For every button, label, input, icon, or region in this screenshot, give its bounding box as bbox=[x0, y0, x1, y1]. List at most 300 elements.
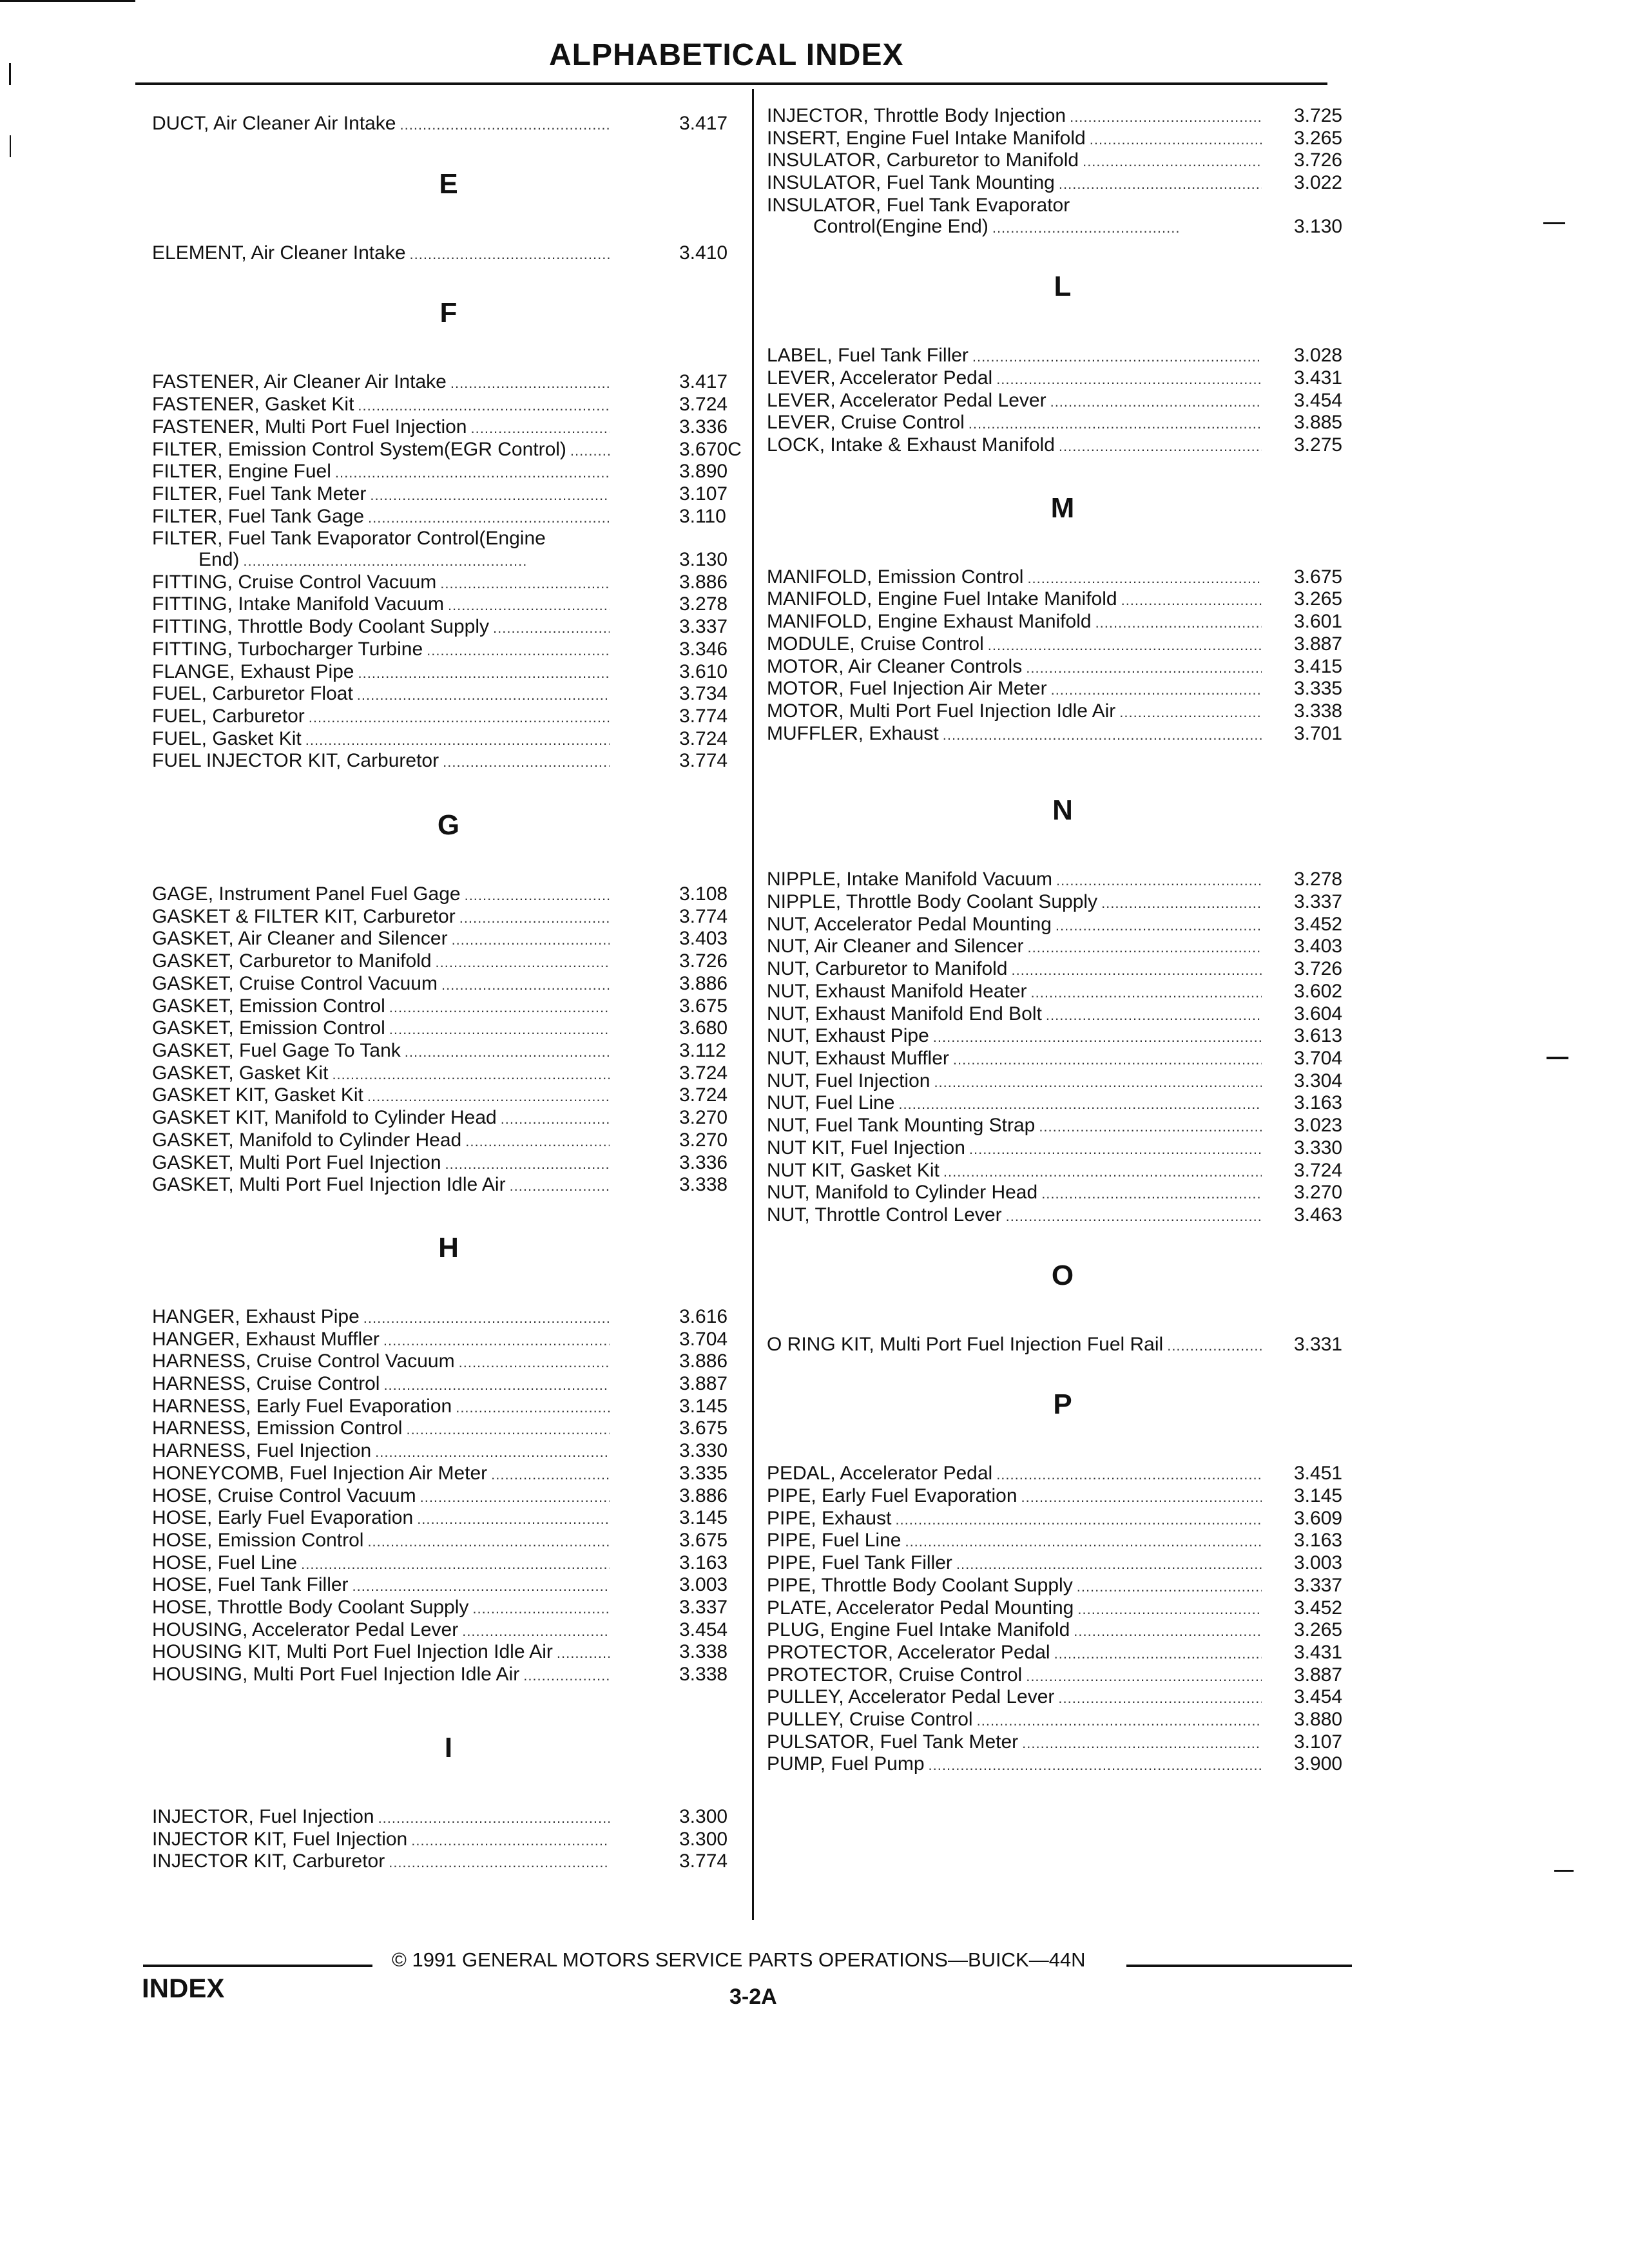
section-letter: G bbox=[437, 809, 460, 841]
dot-leader bbox=[1006, 1206, 1262, 1227]
dot-leader bbox=[1083, 151, 1262, 173]
entry-reference: 3.338 bbox=[679, 1174, 728, 1196]
entry-name: FASTENER, Multi Port Fuel Injection bbox=[152, 416, 467, 437]
entry-line-1 bbox=[152, 528, 546, 550]
dot-leader bbox=[972, 347, 1262, 368]
entry-reference: 3.601 bbox=[1294, 611, 1343, 633]
index-entry bbox=[152, 1374, 745, 1396]
entry-name: FLANGE, Exhaust Pipe bbox=[152, 660, 354, 682]
entry-name: HARNESS, Cruise Control Vacuum bbox=[152, 1350, 455, 1372]
dot-leader bbox=[471, 418, 610, 439]
dot-leader bbox=[1026, 1666, 1262, 1687]
scan-mark-right-1 bbox=[1543, 222, 1565, 224]
index-entry bbox=[767, 724, 1358, 746]
dot-leader bbox=[1058, 1688, 1262, 1709]
entry-name: INSULATOR, Fuel Tank Evaporator bbox=[767, 194, 1070, 216]
index-entry bbox=[152, 996, 745, 1019]
section-letter: L bbox=[1054, 271, 1072, 303]
entry-reference: 3.300 bbox=[679, 1805, 728, 1827]
index-entry bbox=[152, 951, 745, 974]
entry-name: PIPE, Exhaust bbox=[767, 1507, 892, 1529]
index-entry bbox=[152, 528, 745, 572]
entry-reference: 3.454 bbox=[1294, 389, 1343, 411]
entry-name: GASKET, Emission Control bbox=[152, 1017, 385, 1039]
entry-reference: 3.463 bbox=[1294, 1204, 1343, 1225]
entry-name: GASKET, Air Cleaner and Silencer bbox=[152, 928, 448, 950]
entry-name: FUEL, Gasket Kit bbox=[152, 727, 302, 749]
entry-reference: 3.410 bbox=[679, 242, 728, 264]
index-entry bbox=[152, 1063, 745, 1086]
entry-reference: 3.163 bbox=[679, 1552, 728, 1573]
entry-reference: 3.145 bbox=[679, 1507, 728, 1529]
entry-name: HANGER, Exhaust Pipe bbox=[152, 1305, 360, 1327]
dot-leader bbox=[905, 1532, 1262, 1553]
entry-name: HOSE, Early Fuel Evaporation bbox=[152, 1507, 414, 1529]
entry-name: FILTER, Fuel Tank Meter bbox=[152, 483, 367, 505]
entry-reference: 3.454 bbox=[1294, 1686, 1343, 1708]
scan-mark-left-2 bbox=[10, 135, 11, 157]
entry-reference: 3.336 bbox=[679, 1151, 728, 1173]
entry-name: FILTER, Fuel Tank Evaporator Control(Engine bbox=[152, 528, 546, 550]
entry-reference: 3.337 bbox=[679, 616, 728, 638]
entry-reference: 3.335 bbox=[679, 1462, 728, 1484]
entry-name: GASKET KIT, Manifold to Cylinder Head bbox=[152, 1107, 497, 1129]
index-section bbox=[767, 106, 1358, 238]
index-entry bbox=[767, 345, 1358, 368]
entry-name: GASKET, Multi Port Fuel Injection Idle Air bbox=[152, 1174, 506, 1196]
entry-reference: 3.145 bbox=[679, 1395, 728, 1417]
dot-leader bbox=[389, 997, 610, 1019]
entry-name: MODULE, Cruise Control bbox=[767, 633, 984, 655]
entry-reference: 3.701 bbox=[1294, 722, 1343, 744]
entry-reference: 3.724 bbox=[679, 1084, 728, 1106]
entry-reference: 3.417 bbox=[679, 371, 728, 393]
index-entry bbox=[767, 1530, 1358, 1553]
dot-leader bbox=[417, 1509, 610, 1530]
entry-name: MANIFOLD, Engine Exhaust Manifold bbox=[767, 611, 1092, 633]
entry-reference: 3.886 bbox=[679, 972, 728, 994]
entry-name: NUT, Fuel Tank Mounting Strap bbox=[767, 1115, 1036, 1137]
entry-name: FILTER, Emission Control System(EGR Control) bbox=[152, 438, 566, 460]
entry-reference: 3.890 bbox=[679, 461, 728, 483]
entry-name: PLATE, Accelerator Pedal Mounting bbox=[767, 1597, 1074, 1619]
index-entry bbox=[767, 1334, 1358, 1357]
dot-leader bbox=[501, 1109, 610, 1130]
entry-name: PIPE, Fuel Line bbox=[767, 1530, 901, 1552]
entry-reference: 3.704 bbox=[1294, 1047, 1343, 1069]
index-entry bbox=[767, 435, 1358, 457]
index-entry bbox=[152, 1620, 745, 1642]
index-entry bbox=[767, 1620, 1358, 1642]
index-section bbox=[152, 113, 745, 136]
dot-leader bbox=[953, 1050, 1262, 1071]
entry-line-2 bbox=[152, 550, 662, 572]
entry-reference: 3.774 bbox=[679, 1850, 728, 1872]
entry-name: GAGE, Instrument Panel Fuel Gage bbox=[152, 883, 461, 905]
entry-reference: 3.338 bbox=[679, 1664, 728, 1686]
index-entry bbox=[152, 372, 745, 394]
dot-leader bbox=[358, 396, 610, 417]
entry-name: FILTER, Fuel Tank Gage bbox=[152, 505, 365, 527]
index-entry bbox=[767, 1160, 1358, 1183]
index-entry bbox=[152, 684, 745, 706]
entry-reference: 3.613 bbox=[1294, 1025, 1343, 1047]
entry-name: MOTOR, Multi Port Fuel Injection Idle Air bbox=[767, 700, 1116, 722]
dot-leader bbox=[943, 1162, 1262, 1183]
entry-name: NUT, Exhaust Pipe bbox=[767, 1025, 929, 1047]
dot-leader bbox=[1119, 702, 1262, 724]
dot-leader bbox=[436, 952, 610, 974]
dot-leader bbox=[1059, 436, 1262, 457]
entry-name: GASKET & FILTER KIT, Carburetor bbox=[152, 905, 456, 927]
entry-reference: 3.675 bbox=[679, 1529, 728, 1551]
dot-leader bbox=[992, 218, 1181, 239]
section-letter: F bbox=[439, 297, 458, 329]
footer-rule-left bbox=[143, 1965, 372, 1967]
index-entry bbox=[767, 589, 1358, 611]
index-entry bbox=[767, 981, 1358, 1004]
entry-name: GASKET, Manifold to Cylinder Head bbox=[152, 1129, 462, 1151]
section-letter: P bbox=[1053, 1389, 1072, 1421]
index-entry bbox=[152, 1307, 745, 1329]
index-entry bbox=[152, 1041, 745, 1063]
dot-leader bbox=[933, 1027, 1262, 1048]
entry-name: FILTER, Engine Fuel bbox=[152, 461, 331, 483]
dot-leader bbox=[411, 1831, 610, 1852]
entry-name: GASKET, Fuel Gage To Tank bbox=[152, 1039, 401, 1061]
index-section bbox=[152, 1228, 745, 1687]
index-entry bbox=[767, 959, 1358, 981]
entry-reference: 3.431 bbox=[1294, 367, 1343, 389]
dot-leader bbox=[459, 908, 610, 929]
entry-name: HOUSING KIT, Multi Port Fuel Injection Idle Air bbox=[152, 1641, 553, 1663]
entry-name: INSULATOR, Fuel Tank Mounting bbox=[767, 172, 1055, 194]
index-section bbox=[152, 1728, 745, 1874]
entry-name: MANIFOLD, Engine Fuel Intake Manifold bbox=[767, 588, 1117, 610]
entry-name: HARNESS, Cruise Control bbox=[152, 1373, 380, 1395]
entry-reference: 3.724 bbox=[679, 727, 728, 749]
entry-reference: 3.337 bbox=[679, 1597, 728, 1619]
entry-name: LABEL, Fuel Tank Filler bbox=[767, 345, 969, 367]
dot-leader bbox=[523, 1666, 610, 1687]
index-entry bbox=[152, 639, 745, 662]
entry-reference: 3.278 bbox=[679, 593, 728, 615]
dot-leader bbox=[383, 1375, 610, 1396]
dot-leader bbox=[335, 463, 610, 484]
index-entry bbox=[767, 914, 1358, 937]
entry-name: LEVER, Accelerator Pedal bbox=[767, 367, 993, 389]
dot-leader bbox=[557, 1643, 610, 1664]
index-entry bbox=[152, 751, 745, 773]
entry-name: PIPE, Fuel Tank Filler bbox=[767, 1552, 952, 1574]
entry-name: HOUSING, Multi Port Fuel Injection Idle Air bbox=[152, 1664, 520, 1686]
dot-leader bbox=[1039, 1117, 1262, 1138]
dot-leader bbox=[895, 1510, 1262, 1531]
dot-leader bbox=[956, 1554, 1262, 1575]
scan-mark-right-2 bbox=[1547, 1057, 1568, 1059]
entry-reference: 3.331 bbox=[1294, 1333, 1343, 1355]
entry-name-continued: Control(Engine End) bbox=[813, 215, 988, 237]
entry-name: HONEYCOMB, Fuel Injection Air Meter bbox=[152, 1462, 488, 1484]
dot-leader bbox=[1022, 1733, 1262, 1754]
section-letter: O bbox=[1051, 1259, 1074, 1291]
entry-reference: 3.330 bbox=[1294, 1137, 1343, 1158]
footer-page-number: 3-2A bbox=[729, 1984, 777, 2009]
entry-reference: 3.726 bbox=[1294, 149, 1343, 171]
entry-reference: 3.880 bbox=[1294, 1709, 1343, 1731]
dot-leader bbox=[1090, 130, 1262, 151]
dot-leader bbox=[301, 1554, 610, 1575]
index-entry bbox=[152, 1153, 745, 1175]
entry-reference: 3.300 bbox=[679, 1828, 728, 1850]
index-entry bbox=[767, 1182, 1358, 1205]
entry-reference: 3.163 bbox=[1294, 1530, 1343, 1552]
index-entry bbox=[767, 567, 1358, 590]
entry-reference: 3.900 bbox=[1294, 1753, 1343, 1775]
index-entry bbox=[152, 394, 745, 417]
entry-reference: 3.887 bbox=[679, 1373, 728, 1395]
index-entry bbox=[767, 1138, 1358, 1160]
index-entry bbox=[767, 1598, 1358, 1620]
entry-reference: 3.680 bbox=[679, 1017, 728, 1039]
dot-leader bbox=[367, 1532, 610, 1553]
entry-name: FITTING, Cruise Control Vacuum bbox=[152, 571, 437, 593]
entry-name: DUCT, Air Cleaner Air Intake bbox=[152, 113, 396, 134]
index-entry bbox=[767, 412, 1358, 435]
dot-leader bbox=[1101, 893, 1262, 914]
index-entry bbox=[767, 195, 1358, 238]
index-section bbox=[152, 805, 745, 1197]
index-entry bbox=[767, 678, 1358, 701]
dot-leader bbox=[452, 930, 610, 951]
entry-name: GASKET KIT, Gasket Kit bbox=[152, 1084, 363, 1106]
index-entry bbox=[152, 1575, 745, 1597]
entry-name: INSERT, Engine Fuel Intake Manifold bbox=[767, 127, 1086, 149]
dot-leader bbox=[1050, 392, 1262, 413]
index-entry bbox=[767, 1004, 1358, 1026]
index-entry bbox=[767, 1553, 1358, 1575]
entry-name: INJECTOR, Fuel Injection bbox=[152, 1805, 374, 1827]
entry-reference: 3.885 bbox=[1294, 412, 1343, 434]
dot-leader bbox=[1070, 107, 1262, 128]
entry-reference: 3.163 bbox=[1294, 1092, 1343, 1114]
entry-reference: 3.023 bbox=[1294, 1115, 1343, 1137]
dot-leader bbox=[934, 1072, 1262, 1093]
index-section bbox=[767, 267, 1358, 457]
entry-reference: 3.346 bbox=[679, 638, 728, 660]
entry-name: NUT, Air Cleaner and Silencer bbox=[767, 936, 1024, 957]
dot-leader bbox=[389, 1019, 610, 1041]
dot-leader bbox=[389, 1852, 610, 1874]
dot-leader bbox=[332, 1064, 610, 1086]
entry-name: NUT, Exhaust Manifold End Bolt bbox=[767, 1003, 1042, 1024]
index-section bbox=[767, 488, 1358, 746]
entry-reference: 3.337 bbox=[1294, 1574, 1343, 1596]
entry-name: PROTECTOR, Cruise Control bbox=[767, 1664, 1023, 1686]
dot-leader bbox=[352, 1576, 610, 1597]
index-entry bbox=[152, 1418, 745, 1441]
index-entry bbox=[767, 936, 1358, 959]
entry-reference: 3.003 bbox=[1294, 1552, 1343, 1574]
dot-leader bbox=[465, 885, 610, 907]
entry-reference: 3.604 bbox=[1294, 1003, 1343, 1024]
index-entry bbox=[152, 1085, 745, 1108]
entry-reference: 3.451 bbox=[1294, 1463, 1343, 1485]
entry-reference: 3.270 bbox=[679, 1107, 728, 1129]
index-entry bbox=[767, 701, 1358, 724]
entry-name: NUT, Accelerator Pedal Mounting bbox=[767, 913, 1052, 935]
index-entry bbox=[152, 1463, 745, 1486]
dot-leader bbox=[1051, 680, 1262, 701]
dot-leader bbox=[996, 1465, 1262, 1486]
entry-reference: 3.724 bbox=[679, 1062, 728, 1084]
entry-reference: 3.452 bbox=[1294, 913, 1343, 935]
page-title: ALPHABETICAL INDEX bbox=[549, 38, 904, 72]
section-letter: I bbox=[444, 1731, 453, 1763]
dot-leader bbox=[400, 115, 610, 136]
index-entry bbox=[767, 1071, 1358, 1093]
entry-name: NUT, Throttle Control Lever bbox=[767, 1204, 1002, 1225]
entry-name: PIPE, Early Fuel Evaporation bbox=[767, 1485, 1017, 1507]
entry-name: PULLEY, Cruise Control bbox=[767, 1709, 973, 1731]
dot-leader bbox=[1095, 613, 1262, 634]
entry-reference: 3.107 bbox=[1294, 1731, 1343, 1753]
entry-reference: 3.110 bbox=[679, 505, 726, 527]
dot-leader bbox=[358, 663, 610, 684]
dot-leader bbox=[1026, 658, 1262, 679]
dot-leader bbox=[448, 595, 610, 617]
left-column bbox=[152, 113, 745, 1874]
dot-leader bbox=[1056, 870, 1262, 892]
entry-name: PIPE, Throttle Body Coolant Supply bbox=[767, 1574, 1073, 1596]
entry-name: NUT, Carburetor to Manifold bbox=[767, 958, 1008, 980]
index-section bbox=[767, 1385, 1358, 1776]
index-entry bbox=[152, 974, 745, 996]
entry-reference: 3.338 bbox=[1294, 700, 1343, 722]
dot-leader bbox=[491, 1465, 610, 1486]
dot-leader bbox=[375, 1442, 610, 1463]
index-section bbox=[152, 164, 745, 265]
entry-reference: 3.108 bbox=[679, 883, 728, 905]
entry-name: ELEMENT, Air Cleaner Intake bbox=[152, 242, 406, 264]
index-entry bbox=[152, 1396, 745, 1419]
dot-leader bbox=[988, 635, 1262, 657]
entry-name: PUMP, Fuel Pump bbox=[767, 1753, 925, 1775]
entry-name: INJECTOR, Throttle Body Injection bbox=[767, 105, 1066, 126]
entry-name: HOSE, Throttle Body Coolant Supply bbox=[152, 1597, 469, 1619]
entry-reference: 3.454 bbox=[679, 1619, 728, 1640]
entry-name: LEVER, Accelerator Pedal Lever bbox=[767, 389, 1046, 411]
dot-leader bbox=[1077, 1577, 1262, 1598]
dot-leader bbox=[1028, 937, 1262, 959]
entry-name: NIPPLE, Intake Manifold Vacuum bbox=[767, 869, 1052, 890]
dot-leader bbox=[1041, 1184, 1262, 1205]
index-entry bbox=[152, 1664, 745, 1687]
dot-leader bbox=[1059, 174, 1262, 195]
index-entry bbox=[152, 1130, 745, 1153]
entry-name: GASKET, Emission Control bbox=[152, 995, 385, 1017]
entry-reference: 3.431 bbox=[1294, 1641, 1343, 1663]
entry-reference: 3.330 bbox=[679, 1440, 728, 1462]
entry-name: NUT KIT, Fuel Injection bbox=[767, 1137, 965, 1158]
index-entry bbox=[767, 1508, 1358, 1531]
index-entry bbox=[152, 1530, 745, 1553]
entry-reference: 3.724 bbox=[679, 394, 728, 416]
index-entry bbox=[767, 173, 1358, 195]
section-letter: E bbox=[439, 168, 458, 200]
footer-rule-right bbox=[1126, 1965, 1352, 1967]
entry-reference: 3.265 bbox=[1294, 1619, 1343, 1641]
index-entry bbox=[767, 1575, 1358, 1598]
entry-reference: 3.265 bbox=[1294, 588, 1343, 610]
scan-mark-left-1 bbox=[9, 63, 11, 85]
index-entry bbox=[152, 1508, 745, 1530]
entry-reference: 3.675 bbox=[679, 1418, 728, 1439]
index-entry bbox=[152, 484, 745, 506]
index-entry bbox=[767, 1026, 1358, 1048]
entry-reference: 3.403 bbox=[679, 928, 728, 950]
footer-copyright: © 1991 GENERAL MOTORS SERVICE PARTS OPERATIONS—BUICK—44N bbox=[392, 1948, 1086, 1971]
entry-reference: 3.670C bbox=[679, 438, 742, 460]
index-entry bbox=[767, 106, 1358, 128]
entry-reference: 3.602 bbox=[1294, 980, 1343, 1002]
index-entry bbox=[152, 1597, 745, 1620]
index-entry bbox=[152, 461, 745, 484]
index-entry bbox=[152, 1329, 745, 1352]
entry-name: FITTING, Throttle Body Coolant Supply bbox=[152, 616, 489, 638]
index-entry bbox=[152, 706, 745, 729]
entry-name: LOCK, Intake & Exhaust Manifold bbox=[767, 434, 1055, 456]
entry-line-1 bbox=[767, 195, 1070, 216]
index-entry bbox=[152, 1108, 745, 1130]
index-entry bbox=[152, 572, 745, 595]
entry-reference: 3.675 bbox=[679, 995, 728, 1017]
entry-reference: 3.886 bbox=[679, 1350, 728, 1372]
index-entry bbox=[152, 439, 745, 462]
dot-leader bbox=[370, 485, 610, 506]
dot-leader bbox=[1121, 590, 1262, 611]
entry-name: GASKET, Multi Port Fuel Injection bbox=[152, 1151, 441, 1173]
index-entry bbox=[152, 1851, 745, 1874]
index-section bbox=[767, 791, 1358, 1227]
index-entry bbox=[767, 1205, 1358, 1227]
section-letter: M bbox=[1050, 492, 1075, 524]
entry-reference: 3.452 bbox=[1294, 1597, 1343, 1619]
dot-leader bbox=[1011, 960, 1262, 981]
entry-name: NUT, Exhaust Muffler bbox=[767, 1047, 949, 1069]
index-entry bbox=[152, 1829, 745, 1852]
entry-name: GASKET, Gasket Kit bbox=[152, 1062, 329, 1084]
dot-leader bbox=[456, 1398, 610, 1419]
index-entry bbox=[152, 907, 745, 929]
index-entry bbox=[767, 657, 1358, 679]
entry-name: FASTENER, Air Cleaner Air Intake bbox=[152, 371, 447, 393]
index-entry bbox=[152, 1642, 745, 1664]
scan-mark-right-3 bbox=[1554, 1870, 1574, 1872]
entry-reference: 3.265 bbox=[1294, 127, 1343, 149]
entry-name: MOTOR, Fuel Injection Air Meter bbox=[767, 678, 1047, 700]
entry-name: MANIFOLD, Emission Control bbox=[767, 566, 1024, 588]
entry-reference: 3.270 bbox=[679, 1129, 728, 1151]
dot-leader bbox=[443, 752, 610, 773]
entry-name: PROTECTOR, Accelerator Pedal bbox=[767, 1641, 1050, 1663]
index-entry bbox=[152, 1175, 745, 1197]
dot-leader bbox=[1027, 568, 1262, 590]
title-rule bbox=[135, 82, 1327, 85]
dot-leader bbox=[420, 1487, 610, 1508]
entry-name: O RING KIT, Multi Port Fuel Injection Fuel Rail bbox=[767, 1333, 1164, 1355]
entry-reference: 3.774 bbox=[679, 750, 728, 772]
